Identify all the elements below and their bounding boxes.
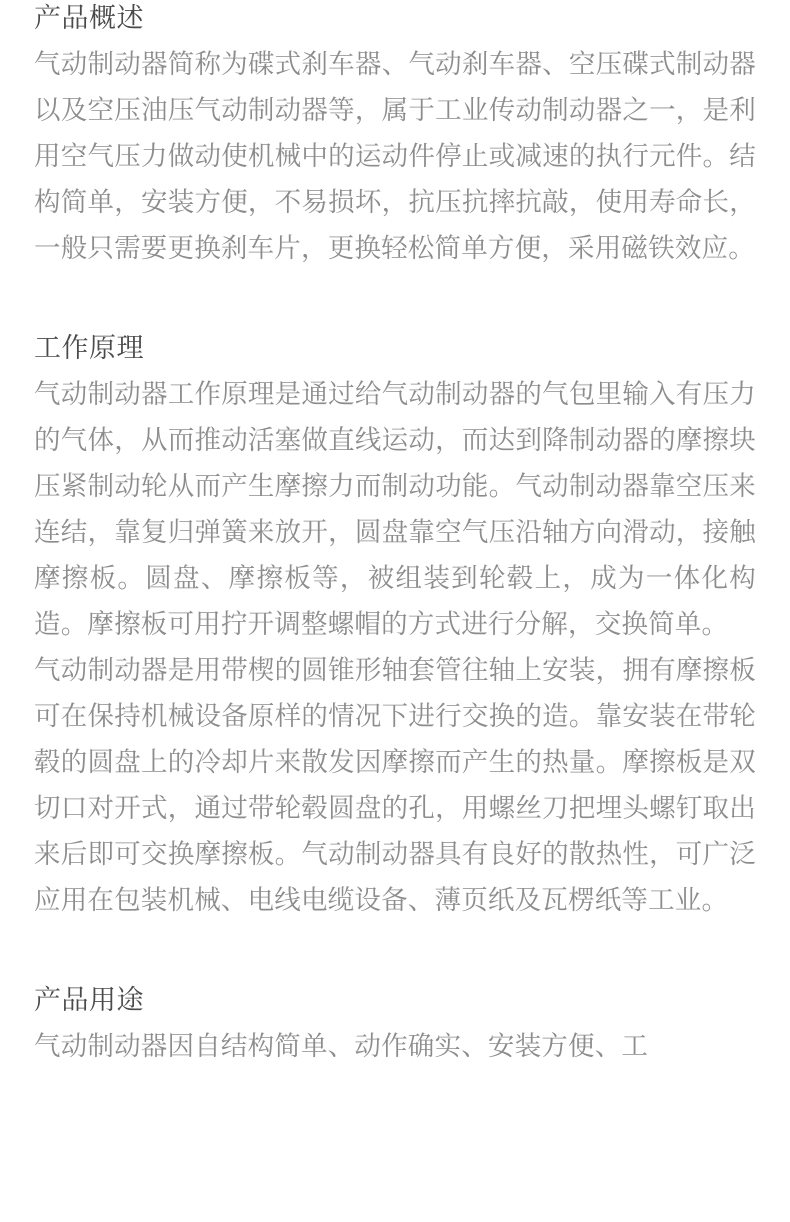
paragraph-product-overview-1: 气动制动器简称为碟式刹车器、气动刹车器、空压碟式制动器以及空压油压气动制动器等，属于工业传动制动器之一，是利用空气压力做动使机械中的运动件停止或减速的执行元件。结构简单，安装方便，不易损坏，抗压抗摔抗敲，使用寿命长，一般只需要更换刹车片，更换轻松简单方便，采用磁铁效应。 [34,49,756,264]
section-heading-product-usage: 产品用途 [34,985,144,1016]
section-heading-working-principle: 工作原理 [34,333,144,364]
section-product-usage [34,984,756,1070]
section-heading-product-overview: 产品概述 [34,3,144,34]
section-working-principle [34,332,756,924]
paragraph-working-principle-1: 气动制动器工作原理是通过给气动制动器的气包里输入有压力的气体，从而推动活塞做直线运动，而达到降制动器的摩擦块压紧制动轮从而产生摩擦力而制动功能。气动制动器靠空压来连结，靠复归弹簧来放开，圆盘靠空气压沿轴方向滑动，接触摩擦板。圆盘、摩擦板等，被组装到轮毂上，成为一体化构造。摩擦板可用拧开调整螺帽的方式进行分解，交换简单。 [34,379,756,640]
spacer [34,924,756,984]
paragraph-working-principle-2: 气动制动器是用带楔的圆锥形轴套管往轴上安装，拥有摩擦板可在保持机械设备原样的情况下进行交换的造。靠安装在带轮毂的圆盘上的冷却片来散发因摩擦而产生的热量。摩擦板是双切口对开式，通过带轮毂圆盘的孔，用螺丝刀把埋头螺钉取出来后即可交换摩擦板。气动制动器具有良好的散热性，可广泛应用在包装机械、电线电缆设备、薄页纸及瓦楞纸等工业。 [34,655,756,916]
spacer [34,272,756,332]
section-product-overview [34,0,756,272]
paragraph-product-usage-1: 气动制动器因自结构简单、动作确实、安装方便、工 [34,1031,649,1062]
